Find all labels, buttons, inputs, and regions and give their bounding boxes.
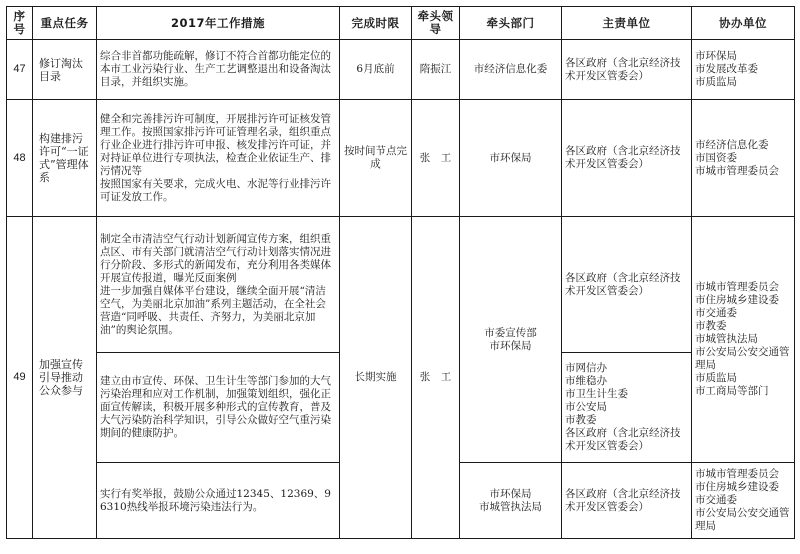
assist-item: 市公安局公安交通管理局: [695, 507, 790, 532]
header-assist: 协办单位: [692, 7, 795, 40]
assist-item: 市城市管理委员会: [695, 281, 779, 293]
lead-dept-item: 市环保局: [489, 487, 532, 500]
measure-text: 实行有奖举报，鼓励公众通过12345、12369、96310热线举报环境污染违法行为。: [100, 487, 331, 513]
assist-item: 市教委: [695, 320, 727, 332]
lead-dept-item: 市环保局: [489, 151, 532, 164]
row-deadline: 按时间节点完成: [340, 100, 412, 217]
row-responsible: [562, 463, 692, 539]
table-row: [7, 217, 795, 353]
header-responsible: 主责单位: [562, 7, 692, 40]
lead-dept-item: 市城管执法局: [479, 500, 542, 513]
row-measures: [97, 40, 340, 100]
measure-text: 建立由市宣传、环保、卫生计生等部门参加的大气污染治理和应对工作机制，加强策划组织，强化正面宣传解读，积极开展多种形式的宣传教育，普及大气污染防治科学知识，引导公众做好空气重污染期间的健康防护。: [100, 375, 331, 439]
assist-item: 市国资委: [695, 151, 737, 164]
row-leader: 张 工: [412, 100, 460, 217]
responsible-item: 各区政府（含北京经济技术开发区管委会）: [565, 56, 681, 82]
row-leader: 隋振江: [412, 40, 460, 100]
header-row: [7, 7, 795, 40]
row-measures: [97, 353, 340, 463]
lead-dept-item: 市环保局: [489, 339, 532, 352]
row-measures: [97, 100, 340, 217]
row-responsible: [562, 100, 692, 217]
row-leader: 张 工: [412, 217, 460, 539]
table-row: [7, 40, 795, 100]
assist-item: 市经济信息化委: [695, 138, 769, 151]
row-lead-dept: [460, 217, 562, 463]
responsible-item: 各区政府（含北京经济技术开发区管委会）: [565, 145, 681, 170]
header-measures: 2017年工作措施: [97, 7, 340, 40]
row-task: 构建排污许可“一证式”管理体系: [33, 100, 97, 217]
row-deadline: 6月底前: [340, 40, 412, 100]
row-deadline: 长期实施: [340, 217, 412, 539]
assist-item: 市交通委: [695, 307, 737, 319]
row-responsible: [562, 217, 692, 353]
assist-item: 市质监局: [695, 372, 737, 384]
responsible-item: 各区政府（含北京经济技术开发区管委会）: [565, 487, 681, 513]
assist-item: 市质监局: [695, 76, 737, 88]
measure-text: 按照国家有关要求，完成火电、水泥等行业排污许可证发放工作。: [100, 177, 331, 203]
responsible-item: 各区政府（含北京经济技术开发区管委会）: [565, 427, 681, 452]
lead-dept-item: 市经济信息化委: [473, 63, 548, 75]
responsible-item: 市卫生计生委: [565, 388, 628, 400]
responsible-item: 各区政府（含北京经济技术开发区管委会）: [565, 271, 681, 297]
assist-item: 市城市管理委员会: [695, 468, 779, 480]
measure-text: 制定全市清洁空气行动计划新闻宣传方案，组织重点区、市有关部门就清洁空气行动计划落实情况进行分阶段、多形式的新闻发布，充分利用各类媒体开展宣传报道，曝光反面案例: [100, 232, 331, 284]
assist-item: 市住房城乡建设委: [695, 294, 779, 306]
row-assist: [692, 217, 795, 463]
row-lead-dept: [460, 463, 562, 539]
assist-item: 市住房城乡建设委: [695, 481, 779, 493]
header-task: 重点任务: [33, 7, 97, 40]
row-lead-dept: [460, 100, 562, 217]
table-row: [7, 100, 795, 217]
row-seq: 48: [7, 100, 33, 217]
measure-text: 进一步加强自媒体平台建设，继续全面开展“清洁空气，为美丽北京加油”系列主题活动，在全社会营造“同呼吸、共责任、齐努力，为美丽北京加油”的舆论氛围。: [100, 284, 326, 336]
assist-item: 市交通委: [695, 494, 737, 506]
assist-item: 市城市管理委员会: [695, 164, 779, 177]
row-seq: 47: [7, 40, 33, 100]
row-measures: [97, 217, 340, 353]
assist-item: 市城管执法局: [695, 333, 758, 345]
header-leader: 牵头领导: [412, 7, 460, 40]
header-deadline: 完成时限: [340, 7, 412, 40]
responsible-item: 市维稳办: [565, 375, 607, 387]
work-measures-table: [6, 6, 795, 539]
assist-item: 市发展改革委: [695, 63, 758, 75]
assist-item: 市环保局: [695, 50, 737, 62]
row-task: 修订淘汰目录: [33, 40, 97, 100]
row-measures: [97, 463, 340, 539]
assist-item: 市公安局公安交通管理局: [695, 346, 790, 371]
row-responsible: [562, 40, 692, 100]
header-seq: 序号: [7, 7, 33, 40]
header-lead-dept: 牵头部门: [460, 7, 562, 40]
measure-text: 健全和完善排污许可制度，开展排污许可证核发管理工作。按照国家排污许可证管理名录，组织重点行业企业进行排污许可申报、核发排污许可证，并对持证单位进行专项执法，检查企业依证生产、排污情况等: [100, 112, 331, 177]
assist-item: 市工商局等部门: [695, 385, 769, 397]
lead-dept-item: 市委宣传部: [484, 326, 537, 339]
row-assist: [692, 100, 795, 217]
responsible-item: 市公安局: [565, 401, 607, 413]
row-assist: [692, 463, 795, 539]
row-task: 加强宣传引导推动公众参与: [33, 217, 97, 539]
row-responsible: [562, 353, 692, 463]
measure-text: 综合非首都功能疏解，修订不符合首都功能定位的本市工业污染行业、生产工艺调整退出和设备淘汰目录，并组织实施。: [100, 50, 331, 88]
responsible-item: 市教委: [565, 414, 597, 426]
row-assist: [692, 40, 795, 100]
row-lead-dept: [460, 40, 562, 100]
responsible-item: 市网信办: [565, 362, 607, 374]
row-seq: 49: [7, 217, 33, 539]
